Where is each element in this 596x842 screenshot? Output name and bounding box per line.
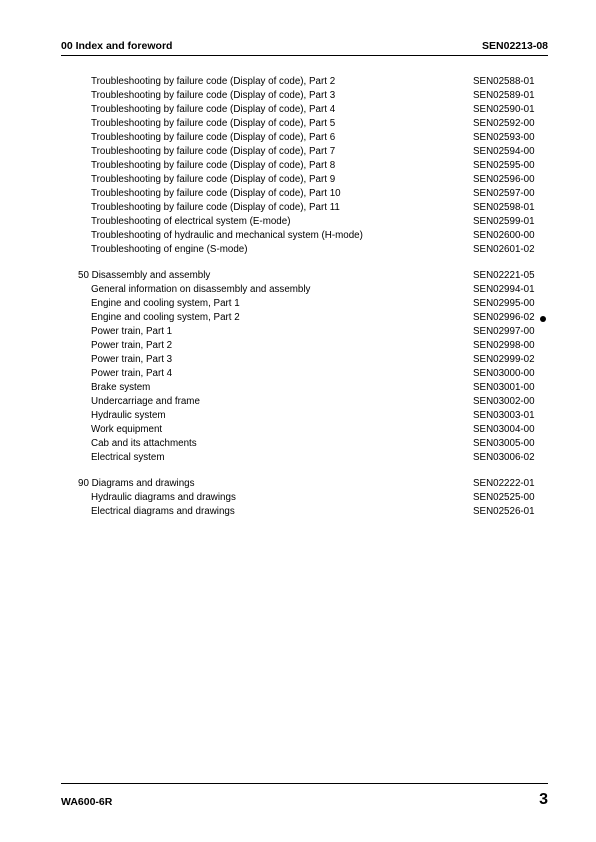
toc-section-heading[interactable] bbox=[0, 269, 596, 283]
toc-entry[interactable] bbox=[0, 409, 596, 423]
toc-entry-title: Work equipment bbox=[91, 424, 163, 435]
toc-entry-title: Troubleshooting of hydraulic and mechanical system (H-mode) bbox=[91, 230, 363, 241]
toc-entry[interactable] bbox=[0, 505, 596, 519]
toc-entry-code: SEN02601-02 bbox=[473, 244, 535, 255]
toc-entry-code: SEN02995-00 bbox=[473, 298, 535, 309]
toc-entry[interactable] bbox=[0, 395, 596, 409]
toc-entry[interactable] bbox=[0, 381, 596, 395]
toc-entry[interactable] bbox=[0, 89, 596, 103]
toc-entry-code: SEN02595-00 bbox=[473, 160, 535, 171]
toc-entry[interactable] bbox=[0, 367, 596, 381]
toc-entry[interactable] bbox=[0, 437, 596, 451]
toc-entry-code: SEN02599-01 bbox=[473, 216, 535, 227]
toc-section-title: 90 Diagrams and drawings bbox=[78, 478, 195, 489]
toc-entry[interactable] bbox=[0, 131, 596, 145]
toc-entry-title: Troubleshooting by failure code (Display of code), Part 9 bbox=[91, 174, 336, 185]
toc-entry[interactable] bbox=[0, 243, 596, 257]
toc-entry-code: SEN03002-00 bbox=[473, 396, 535, 407]
table-of-contents bbox=[0, 75, 596, 519]
toc-entry-code: SEN02996-02 bbox=[473, 312, 535, 323]
toc-entry[interactable] bbox=[0, 187, 596, 201]
toc-entry[interactable] bbox=[0, 451, 596, 465]
toc-entry[interactable] bbox=[0, 423, 596, 437]
toc-entry-title: Troubleshooting by failure code (Display of code), Part 5 bbox=[91, 118, 336, 129]
toc-entry-title: Engine and cooling system, Part 2 bbox=[91, 312, 240, 323]
page-header bbox=[61, 37, 548, 56]
toc-entry[interactable] bbox=[0, 201, 596, 215]
toc-entry[interactable] bbox=[0, 229, 596, 243]
toc-entry[interactable] bbox=[0, 325, 596, 339]
toc-entry-title: Power train, Part 2 bbox=[91, 340, 173, 351]
toc-entry-code: SEN03004-00 bbox=[473, 424, 535, 435]
toc-entry[interactable] bbox=[0, 145, 596, 159]
toc-entry-title: Power train, Part 1 bbox=[91, 326, 173, 337]
toc-entry-code: SEN02592-00 bbox=[473, 118, 535, 129]
toc-entry[interactable] bbox=[0, 491, 596, 505]
toc-entry-title: Troubleshooting by failure code (Display of code), Part 6 bbox=[91, 132, 336, 143]
toc-entry-code: SEN03000-00 bbox=[473, 368, 535, 379]
toc-entry-title: Electrical diagrams and drawings bbox=[91, 506, 235, 517]
toc-entry-title: Electrical system bbox=[91, 452, 165, 463]
toc-entry-code: SEN02589-01 bbox=[473, 90, 535, 101]
toc-entry-code: SEN03006-02 bbox=[473, 452, 535, 463]
toc-entry[interactable] bbox=[0, 117, 596, 131]
toc-entry-title: Hydraulic system bbox=[91, 410, 166, 421]
document-code: SEN02213-08 bbox=[482, 40, 548, 52]
toc-section-code: SEN02221-05 bbox=[473, 270, 535, 281]
toc-entry-title: Power train, Part 4 bbox=[91, 368, 173, 379]
page-footer bbox=[61, 783, 548, 814]
toc-entry-code: SEN02598-01 bbox=[473, 202, 535, 213]
machine-model: WA600-6R bbox=[61, 796, 113, 808]
toc-entry-code: SEN02590-01 bbox=[473, 104, 535, 115]
toc-entry-title: Cab and its attachments bbox=[91, 438, 197, 449]
page-number: 3 bbox=[539, 791, 548, 808]
section-title: 00 Index and foreword bbox=[61, 40, 173, 52]
toc-entry-code: SEN02600-00 bbox=[473, 230, 535, 241]
toc-entry-title: Troubleshooting of engine (S-mode) bbox=[91, 244, 248, 255]
toc-entry[interactable] bbox=[0, 297, 596, 311]
toc-entry-code: SEN02596-00 bbox=[473, 174, 535, 185]
toc-entry[interactable] bbox=[0, 353, 596, 367]
toc-entry[interactable] bbox=[0, 173, 596, 187]
toc-entry[interactable] bbox=[0, 215, 596, 229]
toc-entry-code: SEN02594-00 bbox=[473, 146, 535, 157]
toc-entry-title: Troubleshooting by failure code (Display of code), Part 10 bbox=[91, 188, 341, 199]
toc-entry-title: Troubleshooting of electrical system (E-mode) bbox=[91, 216, 291, 227]
toc-entry-title: Power train, Part 3 bbox=[91, 354, 173, 365]
section-spacer bbox=[0, 257, 596, 269]
toc-entry-title: Troubleshooting by failure code (Display of code), Part 11 bbox=[91, 202, 340, 213]
toc-entry[interactable] bbox=[0, 159, 596, 173]
revision-dot-icon bbox=[540, 316, 546, 322]
toc-entry-code: SEN02999-02 bbox=[473, 354, 535, 365]
toc-entry-title: Troubleshooting by failure code (Display of code), Part 8 bbox=[91, 160, 336, 171]
toc-entry-code: SEN02997-00 bbox=[473, 326, 535, 337]
toc-entry[interactable] bbox=[0, 311, 596, 325]
toc-entry-title: Engine and cooling system, Part 1 bbox=[91, 298, 240, 309]
toc-entry-title: Troubleshooting by failure code (Display of code), Part 4 bbox=[91, 104, 336, 115]
toc-entry[interactable] bbox=[0, 283, 596, 297]
toc-entry-title: General information on disassembly and assembly bbox=[91, 284, 311, 295]
toc-section-title: 50 Disassembly and assembly bbox=[78, 270, 211, 281]
toc-entry-code: SEN02597-00 bbox=[473, 188, 535, 199]
toc-entry-title: Hydraulic diagrams and drawings bbox=[91, 492, 236, 503]
toc-entry-title: Troubleshooting by failure code (Display of code), Part 3 bbox=[91, 90, 336, 101]
toc-entry-code: SEN02994-01 bbox=[473, 284, 535, 295]
toc-entry[interactable] bbox=[0, 103, 596, 117]
section-spacer bbox=[0, 465, 596, 477]
toc-entry[interactable] bbox=[0, 75, 596, 89]
toc-entry-code: SEN02593-00 bbox=[473, 132, 535, 143]
toc-entry-code: SEN02525-00 bbox=[473, 492, 535, 503]
toc-entry-code: SEN02998-00 bbox=[473, 340, 535, 351]
toc-entry-code: SEN02526-01 bbox=[473, 506, 535, 517]
toc-section-code: SEN02222-01 bbox=[473, 478, 535, 489]
toc-entry-title: Undercarriage and frame bbox=[91, 396, 200, 407]
toc-section-heading[interactable] bbox=[0, 477, 596, 491]
toc-entry-code: SEN02588-01 bbox=[473, 76, 535, 87]
toc-entry-title: Troubleshooting by failure code (Display of code), Part 2 bbox=[91, 76, 336, 87]
toc-entry-title: Troubleshooting by failure code (Display of code), Part 7 bbox=[91, 146, 336, 157]
toc-entry-code: SEN03003-01 bbox=[473, 410, 535, 421]
toc-entry-code: SEN03005-00 bbox=[473, 438, 535, 449]
toc-entry-code: SEN03001-00 bbox=[473, 382, 535, 393]
toc-entry-title: Brake system bbox=[91, 382, 151, 393]
toc-entry[interactable] bbox=[0, 339, 596, 353]
